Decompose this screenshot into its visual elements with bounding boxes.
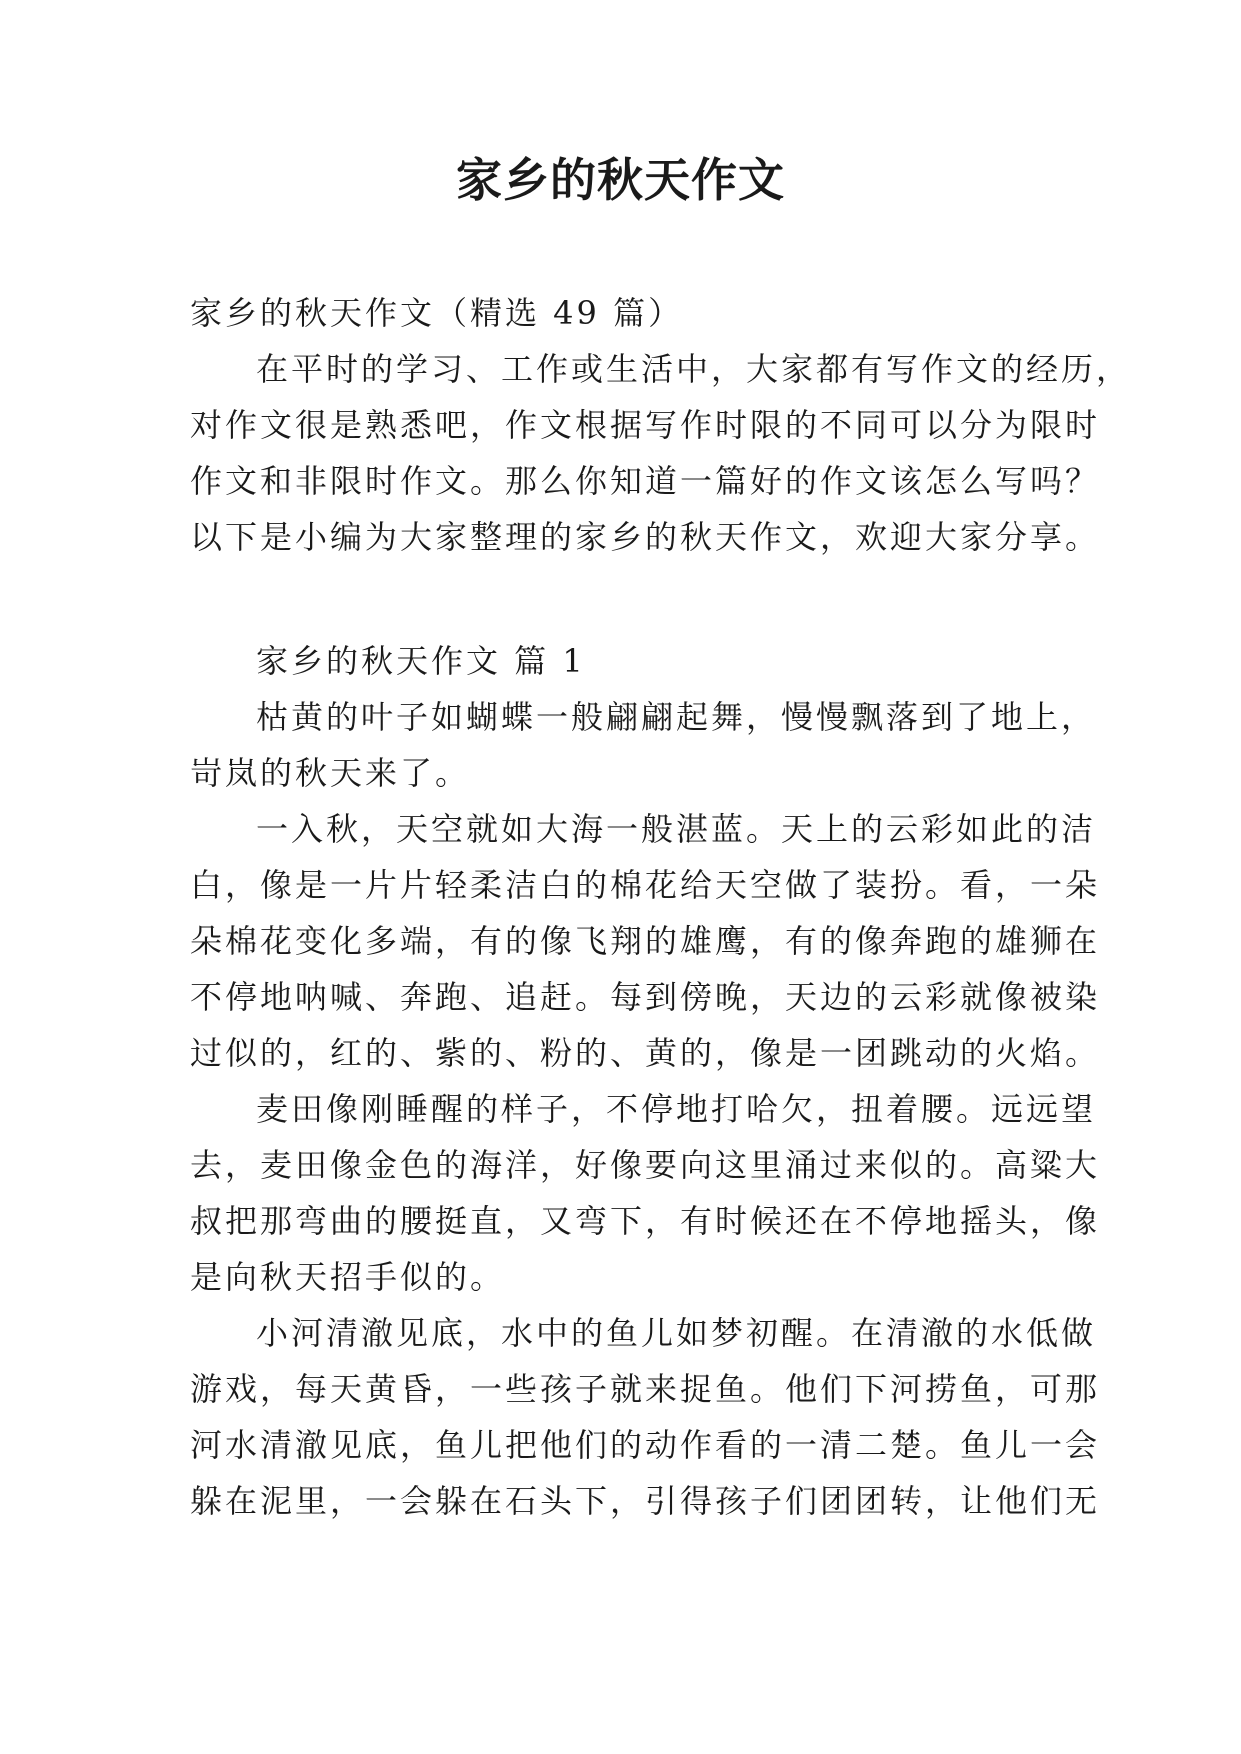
paragraph-line: 叔把那弯曲的腰挺直，又弯下，有时候还在不停地摇头，像 xyxy=(190,1202,1101,1240)
intro-paragraph xyxy=(190,341,1132,565)
page-title: 家乡的秋天作文 xyxy=(456,153,785,207)
paragraph-line: 对作文很是熟悉吧，作文根据写作时限的不同可以分为限时 xyxy=(190,406,1101,444)
paragraph-line: 朵棉花变化多端，有的像飞翔的雄鹰，有的像奔跑的雄狮在 xyxy=(190,922,1101,960)
subtitle: 家乡的秋天作文（精选 49 篇） xyxy=(190,294,684,332)
paragraph-line: 麦田像刚睡醒的样子，不停地打哈欠，扭着腰。远远望 xyxy=(256,1090,1097,1128)
body-paragraph xyxy=(190,801,1101,1081)
paragraph-line: 小河清澈见底，水中的鱼儿如梦初醒。在清澈的水低做 xyxy=(256,1314,1097,1352)
section-heading: 家乡的秋天作文 篇 1 xyxy=(256,642,586,680)
document-body xyxy=(190,285,1132,1529)
paragraph-line: 河水清澈见底，鱼儿把他们的动作看的一清二楚。鱼儿一会 xyxy=(190,1426,1101,1464)
paragraph-line: 岢岚的秋天来了。 xyxy=(190,754,471,792)
paragraph-line: 一入秋，天空就如大海一般湛蓝。天上的云彩如此的洁 xyxy=(256,810,1097,848)
paragraph-line: 在平时的学习、工作或生活中，大家都有写作文的经历， xyxy=(256,350,1132,388)
paragraph-line: 白，像是一片片轻柔洁白的棉花给天空做了装扮。看，一朵 xyxy=(190,866,1101,904)
body-paragraph xyxy=(190,1305,1101,1529)
body-paragraph xyxy=(190,689,1097,801)
paragraph-line: 过似的，红的、紫的、粉的、黄的，像是一团跳动的火焰。 xyxy=(190,1034,1101,1072)
paragraph-line: 枯黄的叶子如蝴蝶一般翩翩起舞，慢慢飘落到了地上， xyxy=(256,698,1097,736)
paragraph-line: 躲在泥里，一会躲在石头下，引得孩子们团团转，让他们无 xyxy=(190,1482,1101,1520)
section-spacer xyxy=(190,565,1050,633)
paragraph-line: 是向秋天招手似的。 xyxy=(190,1258,506,1296)
paragraph-line: 不停地呐喊、奔跑、追赶。每到傍晚，天边的云彩就像被染 xyxy=(190,978,1101,1016)
paragraph-line: 游戏，每天黄昏，一些孩子就来捉鱼。他们下河捞鱼，可那 xyxy=(190,1370,1101,1408)
paragraph-line: 去，麦田像金色的海洋，好像要向这里涌过来似的。高粱大 xyxy=(190,1146,1101,1184)
paragraph-line: 作文和非限时作文。那么你知道一篇好的作文该怎么写吗？ xyxy=(190,462,1101,500)
paragraph-line: 以下是小编为大家整理的家乡的秋天作文，欢迎大家分享。 xyxy=(190,518,1101,556)
body-paragraph xyxy=(190,1081,1101,1305)
